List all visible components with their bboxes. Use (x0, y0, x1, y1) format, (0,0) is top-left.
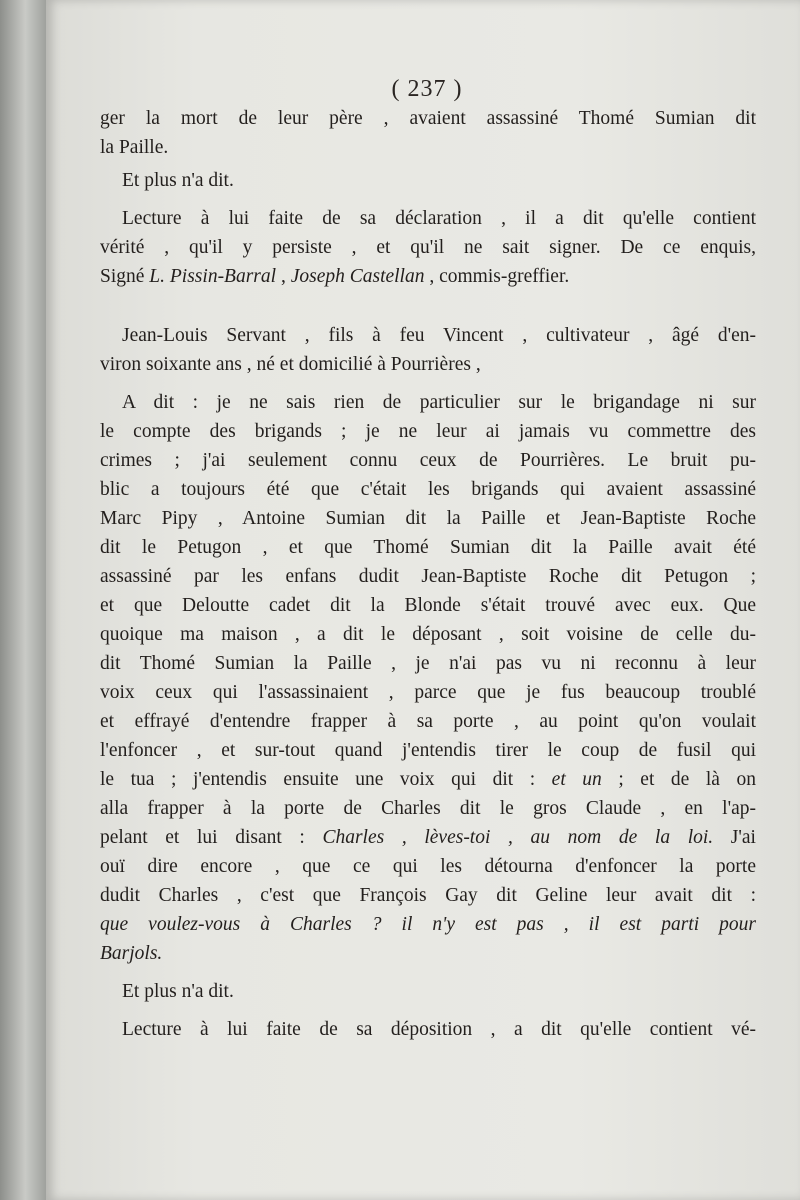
text-line: viron soixante ans , né et domicilié à Pourrières , (100, 354, 481, 375)
text-line: l'enfoncer , et sur-tout quand j'entendis tirer le coup de fusil qui (100, 740, 756, 761)
paragraph-1 (100, 104, 756, 162)
book-page (46, 0, 800, 1200)
text-line: ger la mort de leur père , avaient assassiné Thomé Sumian dit (100, 108, 756, 129)
text-line: assassiné par les enfans dudit Jean-Baptiste Roche dit Petugon ; (100, 566, 756, 587)
text-line: alla frapper à la porte de Charles dit le gros Claude , en l'ap- (100, 798, 756, 819)
text-line: dit le Petugon , et que Thomé Sumian dit la Paille avait été (100, 537, 756, 558)
text-line: Lecture à lui faite de sa déclaration , il a dit qu'elle contient (122, 208, 756, 229)
text-line: Jean-Louis Servant , fils à feu Vincent , cultivateur , âgé d'en- (122, 325, 756, 346)
text-line: la Paille. (100, 137, 169, 158)
paragraph-6 (100, 977, 756, 1006)
paragraph-3 (100, 204, 756, 291)
text-line: et effrayé d'entendre frapper à sa porte , au point qu'on voulait (100, 711, 756, 732)
text-line: dit Thomé Sumian la Paille , je n'ai pas vu ni reconnu à leur (100, 653, 756, 674)
text-line: Lecture à lui faite de sa déposition , a dit qu'elle contient vé- (122, 1019, 756, 1040)
text-line: crimes ; j'ai seulement connu ceux de Pourrières. Le bruit pu- (100, 450, 756, 471)
text-line: ouï dire encore , que ce qui les détourna d'enfoncer la porte (100, 856, 756, 877)
text-line: dudit Charles , c'est que François Gay dit Geline leur avait dit : (100, 885, 756, 906)
text-line: et que Deloutte cadet dit la Blonde s'était trouvé avec eux. Que (100, 595, 756, 616)
text-line: blic a toujours été que c'était les brigands qui avaient assassiné (100, 479, 756, 500)
text-line: quoique ma maison , a dit le déposant , soit voisine de celle du- (100, 624, 756, 645)
text-line: vérité , qu'il y persiste , et qu'il ne sait signer. De ce enquis, (100, 237, 756, 258)
text-line: Barjols. (100, 943, 163, 964)
text-line: Marc Pipy , Antoine Sumian dit la Paille et Jean-Baptiste Roche (100, 508, 756, 529)
page-number: ( 237 ) (391, 76, 463, 102)
text-line: A dit : je ne sais rien de particulier sur le brigandage ni sur (122, 392, 756, 413)
paragraph-2 (100, 166, 756, 195)
text-line: le tua ; j'entendis ensuite une voix qui dit : et un ; et de là on (100, 769, 756, 790)
previous-page-edge (0, 0, 46, 1200)
text-line: Signé L. Pissin-Barral , Joseph Castellan , commis-greffier. (100, 266, 570, 287)
text-line: Et plus n'a dit. (122, 981, 234, 1002)
paragraph-7 (100, 1015, 756, 1044)
text-line: voix ceux qui l'assassinaient , parce que je fus beaucoup troublé (100, 682, 756, 703)
text-line: le compte des brigands ; je ne leur ai jamais vu commettre des (100, 421, 756, 442)
paragraph-5 (100, 388, 756, 968)
text-line: que voulez-vous à Charles ? il n'y est pas , il est parti pour (100, 914, 756, 935)
text-line: Et plus n'a dit. (122, 170, 234, 191)
paragraph-4 (100, 321, 756, 379)
text-line: pelant et lui disant : Charles , lèves-toi , au nom de la loi. J'ai (100, 827, 756, 848)
page-text (100, 104, 756, 1044)
